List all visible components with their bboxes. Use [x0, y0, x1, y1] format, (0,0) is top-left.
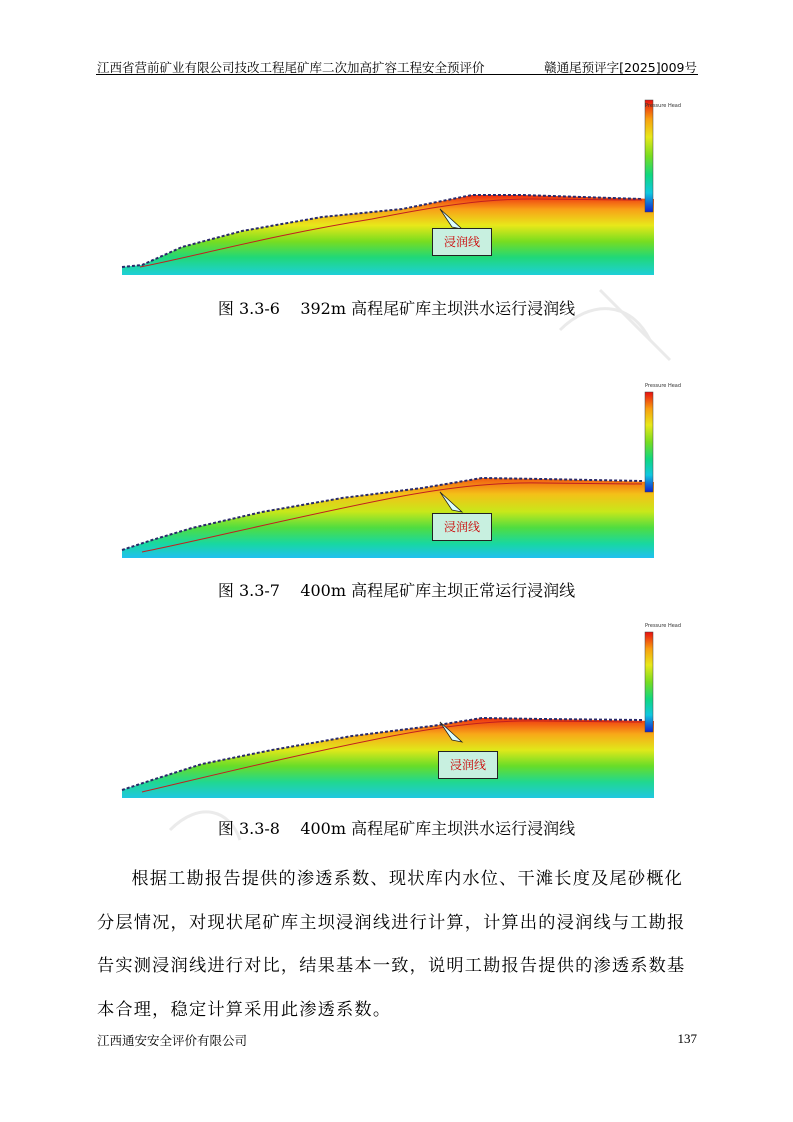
phreatic-callout: 浸润线 [432, 513, 492, 541]
figure-seepage-400m-normal [122, 380, 682, 560]
seepage-plot [122, 380, 682, 560]
figure-seepage-400m-flood [122, 620, 682, 800]
dam-body [122, 195, 654, 275]
body-paragraph: 根据工勘报告提供的渗透系数、现状库内水位、干滩长度及尾砂概化分层情况，对现状尾矿库主坝浸润线进行计算，计算出的浸润线与工勘报告实测浸润线进行对比，结果基本一致，说明工勘报告提供的渗透系数基本合理，稳定计算采用此渗透系数。 [97, 869, 686, 1020]
phreatic-callout: 浸润线 [432, 228, 492, 256]
seepage-plot [122, 97, 682, 277]
page-number: 137 [677, 1031, 697, 1046]
legend-title: Pressure Head [645, 103, 682, 109]
seepage-plot [122, 620, 682, 800]
legend-title: Pressure Head [645, 383, 682, 389]
legend-title: Pressure Head [645, 623, 682, 629]
figure-caption: 图 3.3-8 400m 高程尾矿库主坝洪水运行浸润线 [217, 819, 576, 838]
figure-caption: 图 3.3-7 400m 高程尾矿库主坝正常运行浸润线 [217, 581, 576, 600]
footer-company: 江西通安安全评价有限公司 [97, 1033, 248, 1048]
header-doc-number: 赣通尾预评字[2025]009号 [544, 60, 697, 75]
dam-body [122, 478, 654, 558]
header-rule [96, 74, 698, 75]
phreatic-callout: 浸润线 [438, 751, 498, 779]
figure-seepage-392m-flood [122, 97, 682, 277]
dam-body [122, 718, 654, 798]
figure-caption: 图 3.3-6 392m 高程尾矿库主坝洪水运行浸润线 [217, 299, 576, 318]
header-title: 江西省营前矿业有限公司技改工程尾矿库二次加高扩容工程安全预评价 [97, 60, 485, 75]
